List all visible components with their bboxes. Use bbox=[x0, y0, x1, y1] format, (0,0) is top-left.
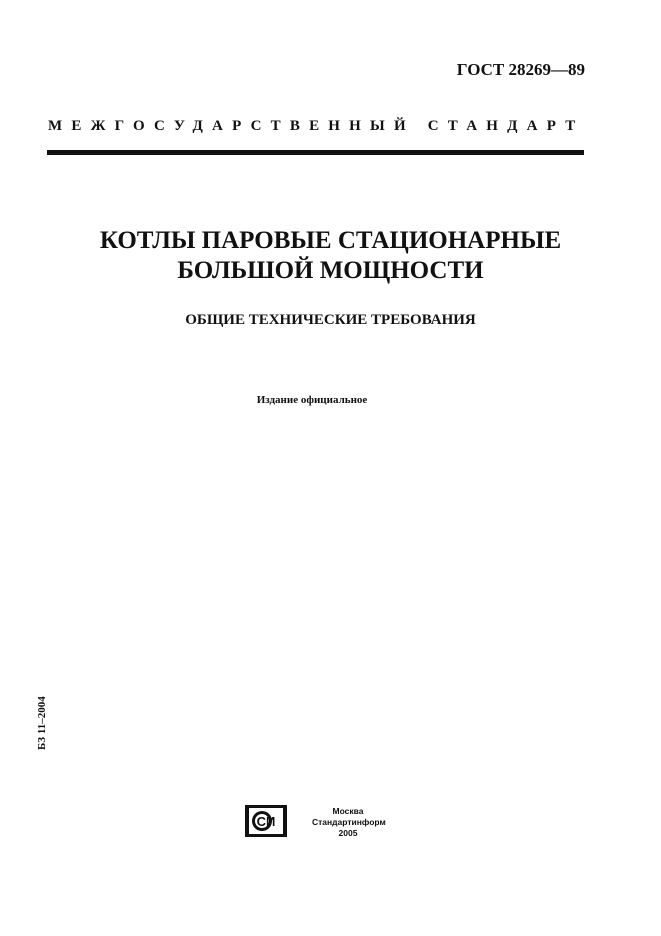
publisher-logo-icon bbox=[245, 805, 287, 837]
header-rule bbox=[47, 150, 584, 155]
logo-lettering: СИ bbox=[256, 814, 276, 829]
document-title bbox=[0, 226, 661, 286]
gost-number: ГОСТ 28269—89 bbox=[456, 60, 585, 79]
publisher-year: 2005 bbox=[338, 828, 358, 838]
publisher-name: Стандартинформ bbox=[312, 817, 386, 827]
edition-note: Издание официальное bbox=[256, 394, 368, 406]
side-note: БЗ 11–2004 bbox=[36, 696, 48, 750]
standartinform-emblem bbox=[245, 805, 287, 837]
document-subtitle: ОБЩИЕ ТЕХНИЧЕСКИЕ ТРЕБОВАНИЯ bbox=[185, 312, 476, 328]
title-line-1: КОТЛЫ ПАРОВЫЕ СТАЦИОНАРНЫЕ bbox=[99, 227, 562, 254]
publisher-city: Москва bbox=[332, 806, 364, 816]
title-line-2: БОЛЬШОЙ МОЩНОСТИ bbox=[177, 257, 484, 284]
publisher-imprint bbox=[312, 806, 384, 839]
interstate-standard-banner: МЕЖГОСУДАРСТВЕННЫЙ СТАНДАРТ bbox=[48, 118, 585, 134]
